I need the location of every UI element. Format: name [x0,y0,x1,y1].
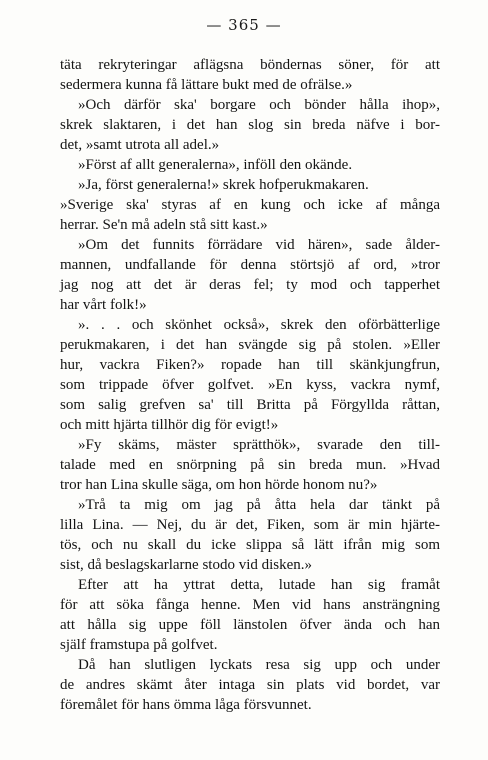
text-line: jag nog att det är deras fel; ty mod och tapperhet [60,277,440,293]
text-line: sist, då beslagskarlarne stodo vid disken.» [60,557,313,573]
text-line: själf framstupa på golfvet. [60,637,218,653]
text-line: för att söka fånga henne. Men vid hans ansträngning [60,597,440,613]
paragraph [60,495,440,575]
paragraph [60,175,440,195]
text-line: att hålla sig uppe föll länstolen öfver ända och han [60,617,440,633]
text-line: föremålet för hans ömma låga försvunnet. [60,697,312,713]
text-line: hur, vackra Fiken?» ropade han till skänkjungfrun, [60,357,440,373]
text-line: det, »samt utrota all adel.» [60,137,220,153]
page-number: — 365 — [206,16,282,34]
text-line: perukmakaren, i det han svängde sig på stolen. »Eller [60,337,440,353]
text-line: »Och därför ska' borgare och bönder hålla ihop», [78,97,440,113]
text-line: »Trå ta mig om jag på åtta hela dar tänkt på [78,497,440,513]
text-line: »Ja, först generalerna!» skrek hofperukmakaren. [78,177,369,193]
text-line: täta rekryteringar aflägsna böndernas söner, för att [60,57,440,73]
paragraph [60,235,440,315]
text-line: Efter att ha yttrat detta, lutade han sig framåt [78,577,440,593]
text-line: mannen, undfallande för denna störtsjö af ord, »tror [60,257,440,273]
paragraph [60,435,440,495]
text-line: har vårt folk!» [60,297,147,313]
text-line: talade med en snörpning på sin breda mun. »Hvad [60,457,440,473]
text-line: lilla Lina. — Nej, du är det, Fiken, som är min hjärte- [60,517,440,533]
text-line: »Om det funnits förrädare vid hären», sade ålder- [78,237,440,253]
paragraph [60,155,440,175]
text-line: tror han Lina skulle säga, om hon hörde honom nu?» [60,477,378,493]
text-line: Då han slutligen lyckats resa sig upp och under [78,657,440,673]
paragraph [60,655,440,715]
text-line: herrar. Se'n må adeln stå sitt kast.» [60,217,268,233]
paragraph [60,95,440,155]
text-line: »Först af allt generalerna», inföll den okände. [78,157,353,173]
text-line: som salig grefven sa' till Britta på Förgyllda råttan, [60,397,440,413]
paragraph [60,195,440,235]
paragraph [60,55,440,95]
text-line: ». . . och skönhet också», skrek den oförbätterlige [78,317,440,333]
text-line: »Sverige ska' styras af en kung och icke af många [60,197,440,213]
text-line: sedermera kunna få lättare bukt med de ofrälse.» [60,77,353,93]
paragraph [60,315,440,435]
text-line: och mitt hjärta tillhör dig för evigt!» [60,417,279,433]
text-line: »Fy skäms, mäster sprätthök», svarade den till- [78,437,440,453]
paragraph [60,575,440,655]
text-line: som trippade öfver golfvet. »En kyss, vackra nymf, [60,377,440,393]
body-text [60,55,440,715]
text-line: de andres skämt åter intaga sin plats vid bordet, var [60,677,440,693]
text-line: skrek slaktaren, i det han slog sin breda näfve i bor- [60,117,440,133]
text-line: tös, och nu skall du icke slippa så lätt ifrån mig som [60,537,440,553]
